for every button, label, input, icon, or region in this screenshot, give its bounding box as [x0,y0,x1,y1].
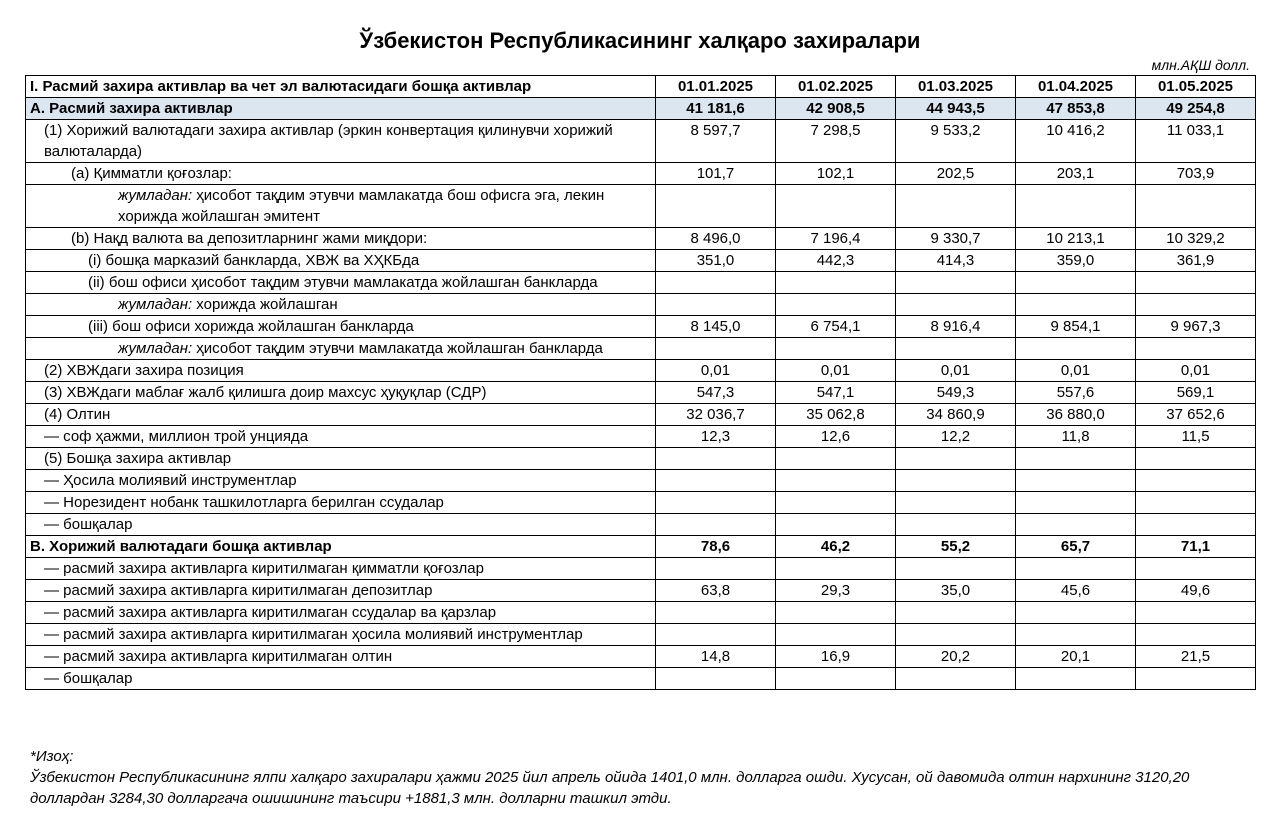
row-label [26,338,656,360]
value-cell [1136,602,1256,624]
row-label [26,382,656,404]
value-cell [1016,492,1136,514]
page-title: Ўзбекистон Республикасининг халқаро захиралари [359,28,921,53]
row-label-text: (5) Бошқа захира активлар [44,450,232,467]
value-cell [656,668,776,690]
value-cell: 8 916,4 [896,316,1016,338]
row-label-text: A. Расмий захира активлар [30,100,233,117]
row-label-text: — расмий захира активларга киритилмаган қимматли қоғозлар [44,560,484,577]
row-label-prefix: жумладан: [118,187,193,204]
value-cell: 65,7 [1016,536,1136,558]
table-row [26,492,1256,514]
value-cell [656,448,776,470]
row-label-text: (b) Нақд валюта ва депозитларнинг жами миқдори: [71,230,428,247]
value-cell [1016,338,1136,360]
value-cell: 12,6 [776,426,896,448]
value-cell: 102,1 [776,163,896,185]
value-cell: 0,01 [1016,360,1136,382]
value-cell [896,602,1016,624]
value-cell: 0,01 [656,360,776,382]
table-row [26,382,1256,404]
value-cell: 202,5 [896,163,1016,185]
row-label-text: (1) Хорижий валютадаги захира активлар (эркин конвертация қилинувчи хорижий валюталарда) [44,122,613,160]
value-cell: 78,6 [656,536,776,558]
value-cell: 0,01 [776,360,896,382]
row-label [26,360,656,382]
value-cell: 361,9 [1136,250,1256,272]
row-label-prefix: жумладан: [118,296,193,313]
table-row [26,316,1256,338]
value-cell [776,185,896,228]
row-label [26,624,656,646]
value-cell: 11,8 [1016,426,1136,448]
value-cell [896,294,1016,316]
value-cell [1136,185,1256,228]
value-cell [896,185,1016,228]
row-label-text: B. Хорижий валютадаги бошқа активлар [30,538,332,555]
value-cell: 46,2 [776,536,896,558]
table-row [26,98,1256,120]
table-row [26,646,1256,668]
value-cell: 557,6 [1016,382,1136,404]
value-cell [896,558,1016,580]
row-label [26,492,656,514]
value-cell: 9 330,7 [896,228,1016,250]
row-label-text: — Ҳосила молиявий инструментлар [44,472,297,489]
table-row [26,602,1256,624]
header-date: 01.01.2025 [656,76,776,98]
value-cell: 414,3 [896,250,1016,272]
value-cell [656,602,776,624]
value-cell [656,624,776,646]
value-cell: 49,6 [1136,580,1256,602]
row-label-text: (iii) бош офиси хорижда жойлашган банкларда [88,318,414,335]
value-cell [776,624,896,646]
value-cell: 32 036,7 [656,404,776,426]
table-header-row [26,76,1256,98]
row-label-text: — Норезидент нобанк ташкилотларга берилган ссудалар [44,494,444,511]
header-date: 01.02.2025 [776,76,896,98]
header-label: I. Расмий захира активлар ва чет эл валютасидаги бошқа активлар [26,76,656,98]
row-label [26,558,656,580]
row-label-text: — соф ҳажми, миллион трой унцияда [44,428,309,445]
row-label-text: хорижда жойлашган [192,296,338,313]
value-cell [776,558,896,580]
row-label-text: — бошқалар [44,516,133,533]
value-cell [776,448,896,470]
value-cell: 8 496,0 [656,228,776,250]
row-label [26,646,656,668]
value-cell: 11 033,1 [1136,120,1256,163]
value-cell: 45,6 [1016,580,1136,602]
row-label [26,602,656,624]
value-cell [896,272,1016,294]
footnote-text: Ўзбекистон Республикасининг ялпи халқаро захиралари ҳажми 2025 йил апрель ойида 1401,0 млн. долларга ошди. Хусусан, ой давомида олтин нархининг 3120,20 доллардан 3284,30 долларгача ошишининг таъсири +1881,3 млн. долларни ташкил этди. [30,769,1190,807]
value-cell: 442,3 [776,250,896,272]
table-row [26,426,1256,448]
value-cell [1016,514,1136,536]
row-label-text: ҳисобот тақдим этувчи мамлакатда бош офисга эга, лекин хорижда жойлашган эмитент [118,187,605,225]
value-cell [896,448,1016,470]
table-row [26,448,1256,470]
table-row [26,185,1256,228]
value-cell [776,272,896,294]
value-cell: 547,1 [776,382,896,404]
value-cell [1136,272,1256,294]
row-label [26,448,656,470]
table-row [26,120,1256,163]
value-cell: 36 880,0 [1016,404,1136,426]
row-label [26,316,656,338]
value-cell: 12,3 [656,426,776,448]
value-cell: 9 854,1 [1016,316,1136,338]
value-cell: 9 533,2 [896,120,1016,163]
table-row [26,580,1256,602]
row-label-text: — бошқалар [44,670,133,687]
table-row [26,558,1256,580]
value-cell [1136,624,1256,646]
row-label-text: — расмий захира активларга киритилмаган депозитлар [44,582,433,599]
value-cell: 10 329,2 [1136,228,1256,250]
value-cell [1016,185,1136,228]
value-cell: 12,2 [896,426,1016,448]
value-cell [1136,470,1256,492]
row-label-text: (i) бошқа марказий банкларда, ХВЖ ва ХҲКБда [88,252,420,269]
value-cell: 20,2 [896,646,1016,668]
value-cell [656,272,776,294]
value-cell [776,492,896,514]
row-label-text: (ii) бош офиси ҳисобот тақдим этувчи мамлакатда жойлашган банкларда [88,274,598,291]
table-row [26,272,1256,294]
value-cell [656,514,776,536]
row-label [26,163,656,185]
table-row [26,668,1256,690]
value-cell: 359,0 [1016,250,1136,272]
value-cell: 35,0 [896,580,1016,602]
value-cell [1136,558,1256,580]
value-cell: 7 298,5 [776,120,896,163]
value-cell: 8 597,7 [656,120,776,163]
value-cell: 9 967,3 [1136,316,1256,338]
row-label [26,404,656,426]
value-cell: 14,8 [656,646,776,668]
value-cell [776,514,896,536]
value-cell: 21,5 [1136,646,1256,668]
row-label-text: (2) ХВЖдаги захира позиция [44,362,244,379]
value-cell: 101,7 [656,163,776,185]
reserves-table-body [26,76,1256,690]
row-label [26,536,656,558]
value-cell: 41 181,6 [656,98,776,120]
value-cell: 44 943,5 [896,98,1016,120]
value-cell [1136,668,1256,690]
row-label-text: (a) Қимматли қоғозлар: [71,165,232,182]
value-cell [1136,294,1256,316]
value-cell [896,514,1016,536]
value-cell: 16,9 [776,646,896,668]
value-cell [1016,470,1136,492]
unit-label: млн.АҚШ долл. [1151,57,1250,73]
row-label [26,668,656,690]
value-cell: 71,1 [1136,536,1256,558]
row-label [26,98,656,120]
value-cell: 351,0 [656,250,776,272]
value-cell: 10 213,1 [1016,228,1136,250]
value-cell: 11,5 [1136,426,1256,448]
row-label [26,294,656,316]
value-cell [776,338,896,360]
value-cell [656,338,776,360]
value-cell [656,470,776,492]
value-cell [1136,514,1256,536]
value-cell: 7 196,4 [776,228,896,250]
value-cell: 0,01 [896,360,1016,382]
value-cell [1016,272,1136,294]
value-cell: 55,2 [896,536,1016,558]
table-row [26,514,1256,536]
value-cell [896,470,1016,492]
row-label [26,185,656,228]
value-cell: 37 652,6 [1136,404,1256,426]
header-date: 01.03.2025 [896,76,1016,98]
value-cell [896,338,1016,360]
row-label [26,228,656,250]
value-cell: 203,1 [1016,163,1136,185]
table-row [26,163,1256,185]
table-row [26,250,1256,272]
table-row [26,338,1256,360]
value-cell: 42 908,5 [776,98,896,120]
value-cell [1016,448,1136,470]
row-label-text: ҳисобот тақдим этувчи мамлакатда жойлашган банкларда [192,340,603,357]
table-row [26,470,1256,492]
table-row [26,294,1256,316]
row-label [26,426,656,448]
value-cell: 6 754,1 [776,316,896,338]
value-cell: 547,3 [656,382,776,404]
table-row [26,624,1256,646]
value-cell [1016,668,1136,690]
value-cell [656,294,776,316]
table-row [26,404,1256,426]
value-cell [1136,492,1256,514]
footnote-heading: *Изоҳ: [30,748,74,765]
value-cell [776,470,896,492]
value-cell: 549,3 [896,382,1016,404]
footnote [30,746,1260,809]
value-cell [1136,448,1256,470]
value-cell [1016,558,1136,580]
value-cell: 703,9 [1136,163,1256,185]
value-cell: 35 062,8 [776,404,896,426]
row-label [26,272,656,294]
table-row [26,228,1256,250]
value-cell [656,558,776,580]
value-cell [776,294,896,316]
value-cell [1136,338,1256,360]
value-cell: 29,3 [776,580,896,602]
value-cell [1016,624,1136,646]
table-row [26,536,1256,558]
value-cell: 63,8 [656,580,776,602]
row-label [26,250,656,272]
row-label-text: (4) Олтин [44,406,111,423]
row-label-prefix: жумладан: [118,340,193,357]
table-row [26,360,1256,382]
value-cell [896,624,1016,646]
value-cell [896,668,1016,690]
value-cell: 0,01 [1136,360,1256,382]
value-cell [776,602,896,624]
value-cell: 20,1 [1016,646,1136,668]
row-label [26,470,656,492]
row-label-text: — расмий захира активларга киритилмаган ҳосила молиявий инструментлар [44,626,583,643]
value-cell [1016,294,1136,316]
value-cell: 8 145,0 [656,316,776,338]
value-cell [896,492,1016,514]
header-date: 01.05.2025 [1136,76,1256,98]
row-label-text: — расмий захира активларга киритилмаган ссудалар ва қарзлар [44,604,497,621]
reserves-table [25,75,1256,690]
row-label [26,514,656,536]
value-cell [656,492,776,514]
value-cell: 49 254,8 [1136,98,1256,120]
value-cell: 47 853,8 [1016,98,1136,120]
value-cell: 569,1 [1136,382,1256,404]
row-label [26,120,656,163]
value-cell [1016,602,1136,624]
value-cell: 10 416,2 [1016,120,1136,163]
row-label-text: — расмий захира активларга киритилмаган олтин [44,648,393,665]
header-date: 01.04.2025 [1016,76,1136,98]
row-label [26,580,656,602]
value-cell [656,185,776,228]
value-cell [776,668,896,690]
value-cell: 34 860,9 [896,404,1016,426]
row-label-text: (3) ХВЖдаги маблағ жалб қилишга доир махсус ҳуқуқлар (СДР) [44,384,487,401]
